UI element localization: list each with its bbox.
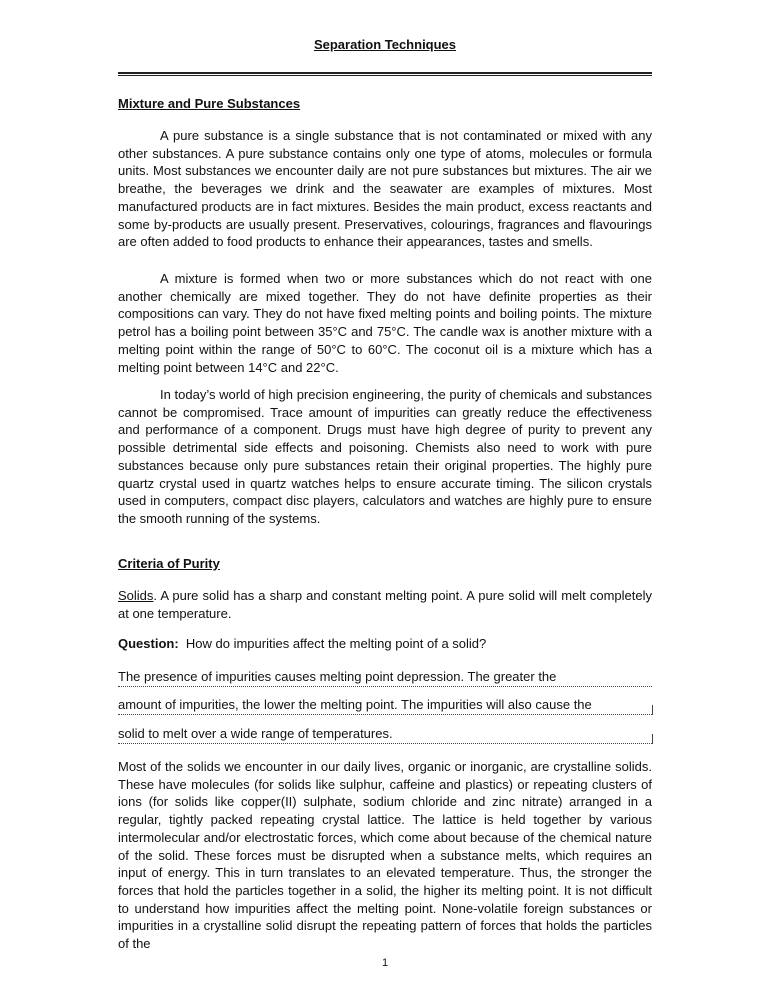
paragraph-solids (118, 587, 652, 622)
question-text: How do impurities affect the melting point of a solid? (178, 636, 487, 651)
solids-text: . A pure solid has a sharp and constant melting point. A pure solid will melt completely at one temperature. (118, 588, 652, 621)
answer-line: The presence of impurities causes melting point depression. The greater the (118, 668, 652, 687)
solids-label: Solids (118, 588, 154, 603)
section-heading-criteria: Criteria of Purity (118, 556, 220, 571)
page-number: 1 (381, 957, 389, 969)
answer-line: amount of impurities, the lower the melting point. The impurities will also cause the (118, 696, 652, 715)
section-heading-mixture: Mixture and Pure Substances (118, 96, 301, 111)
paragraph-crystalline-solids: Most of the solids we encounter in our daily lives, organic or inorganic, are crystalline solids. These have molecules (for solids like sulphur, caffeine and plastics) or repeating clusters of ions (for solids like copper(II) sulphate, sodium chloride and zinc nitrate) arranged in a regular, tightly packed repeating crystal lattice. The lattice is held together by various intermolecular and/or electrostatic forces, which come about because of the chemical nature of the solid. These forces must be disrupted when a substance melts, which requires an input of energy. This in turn translates to an elevated temperature. Thus, the stronger the forces that hold the particles together in a solid, the higher its melting point. It is not difficult to understand how impurities affect the melting point. None-volatile foreign substances or impurities in a crystalline solid disrupt the repeating pattern of forces that holds the particles of the (118, 759, 652, 952)
paragraph-purity-importance: In today’s world of high precision engineering, the purity of chemicals and substances cannot be compromised. Trace amount of impurities can greatly reduce the effectiveness and performance of a component. Drugs must have high degree of purity to prevent any possible detrimental side effects and poisoning. Chemists also need to work with pure substances because only pure substances retain their original properties. The highly pure quartz crystal used in quartz watches helps to ensure accurate timing. The silicon crystals used in computers, compact disc players, calculators and watches are highly pure to ensure the smooth running of the systems. (118, 387, 652, 526)
document-title: Separation Techniques (313, 37, 457, 52)
paragraph-mixture: A mixture is formed when two or more substances which do not react with one another chemically are mixed together. They do not have definite properties as their compositions can vary. They do not have fixed melting points and boiling points. The mixture petrol has a boiling point between 35°C and 75°C. The candle wax is another mixture with a melting point within the range of 50°C to 60°C. The coconut oil is a mixture which has a melting point between 14°C and 22°C. (118, 271, 652, 375)
paragraph-pure-substance: A pure substance is a single substance that is not contaminated or mixed with any other substances. A pure substance contains only one type of atoms, molecules or formula units. Most substances we encounter daily are not pure substances but mixtures. The air we breathe, the beverages we drink and the seawater are examples of mixtures. Most manufactured products are in fact mixtures. Besides the main product, excess reactants and some by-products are usually present. Preservatives, colourings, fragrances and flavourings are often added to food products to enhance their appearances, tastes and smells. (118, 128, 652, 250)
answer-line-marker (652, 705, 653, 715)
question (118, 635, 652, 653)
answer-line-marker (652, 734, 653, 744)
answer-line: solid to melt over a wide range of temperatures. (118, 725, 652, 744)
question-label: Question: (118, 636, 179, 651)
title-divider (118, 72, 652, 76)
